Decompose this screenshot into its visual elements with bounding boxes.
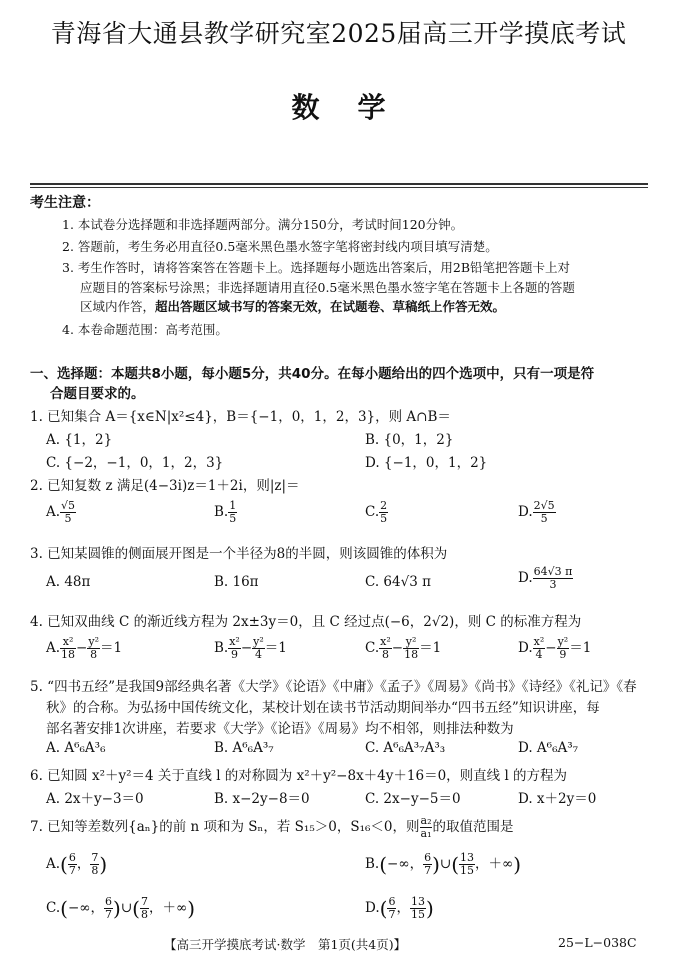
frac-numerator: 7 <box>91 851 99 864</box>
notice-item-4: 4. 本卷命题范围：高考范围。 <box>62 322 228 337</box>
question-6-stem: 6. 已知圆 x²＋y²＝4 关于直线 l 的对称圆为 x²＋y²−8x＋4y＋16＝0，则直线 l 的方程为 <box>30 768 568 784</box>
question-2-stem: 2. 已知复数 z 满足(4−3i)z＝1＋2i，则|z|＝ <box>30 478 300 494</box>
question-5-option-b: B. A⁶₆A³₇ <box>214 740 274 756</box>
question-4-option-d <box>518 636 591 661</box>
question-1-option-a: A. {1，2} <box>46 432 113 448</box>
paren-right: ) <box>113 896 121 921</box>
question-7-stem <box>30 815 513 840</box>
divider-line-thin <box>30 187 648 188</box>
question-2-option-a <box>46 500 76 525</box>
option-label: C. <box>46 900 61 916</box>
question-1-option-d: D. {−1，0，1，2} <box>365 455 488 471</box>
frac-denominator: 7 <box>105 908 113 921</box>
frac-numerator: x² <box>533 635 545 648</box>
question-2-option-d <box>518 500 556 525</box>
minus-sign: − <box>240 640 253 656</box>
comma: ， <box>76 856 91 872</box>
frac-denominator: 9 <box>231 648 239 661</box>
option-label: A. <box>46 504 61 520</box>
equals-one: ＝1 <box>419 640 442 656</box>
paren-left: ( <box>132 896 140 921</box>
paren-right: ) <box>99 852 108 877</box>
question-5-line-3: 部名著安排1次讲座，若要求《大学》《论语》《周易》均不相邻，则排法种数为 <box>46 721 514 737</box>
footer-code: 25−L−038C <box>558 935 637 950</box>
equals-one: ＝1 <box>99 640 123 656</box>
question-2-option-b <box>214 500 237 525</box>
frac-numerator: √5 <box>61 499 76 512</box>
question-7-option-c <box>46 896 195 921</box>
notice-item-1: 1. 本试卷分选择题和非选择题两部分。满分150分，考试时间120分钟。 <box>62 217 464 232</box>
frac-numerator: y² <box>253 635 264 648</box>
question-7-option-a <box>46 852 107 877</box>
question-2-option-c <box>365 500 388 525</box>
frac-numerator: x² <box>229 635 240 648</box>
question-5-option-c: C. A⁶₆A³₇A³₃ <box>365 740 446 756</box>
option-label: D. <box>518 640 533 656</box>
question-5-line-1: 5. “四书五经”是我国9部经典名著《大学》《论语》《中庸》《孟子》《周易》《尚书》《诗经》《礼记》《春 <box>30 679 637 695</box>
frac-denominator: 4 <box>254 648 262 661</box>
frac-numerator: a₂ <box>420 814 432 827</box>
option-label: A. <box>46 856 61 872</box>
frac-denominator: 8 <box>381 648 389 661</box>
frac-numerator: 1 <box>229 499 237 512</box>
question-3-stem: 3. 已知某圆锥的侧面展开图是一个半径为8的半圆，则该圆锥的体积为 <box>30 546 448 562</box>
question-4-option-a <box>46 636 122 661</box>
paren-left: ( <box>379 896 388 921</box>
question-3-option-d <box>518 566 573 591</box>
question-3-option-c: C. 64√3 π <box>365 574 431 590</box>
question-7-stem-end: 的取值范围是 <box>432 819 514 835</box>
notice-item-3: 3. 考生作答时，请将答案答在答题卡上。选择题每小题选出答案后，用2B铅笔把答题卡上对 <box>62 260 571 275</box>
question-7-option-b <box>365 852 521 877</box>
frac-denominator: 15 <box>410 908 425 921</box>
option-label: C. <box>365 504 380 520</box>
paren-right: ) <box>425 896 434 921</box>
interval-end: ，＋∞ <box>148 900 188 916</box>
comma: ， <box>396 900 410 916</box>
paren-right: ) <box>513 852 522 877</box>
question-1-stem: 1. 已知集合 A＝{x∈N|x²≤4}，B＝{−1，0，1，2，3}，则 A∩B＝ <box>30 409 451 425</box>
section-heading: 一、选择题：本题共8小题，每小题5分，共40分。在每小题给出的四个选项中，只有一项是符 <box>30 366 595 382</box>
question-1-option-c: C. {−2，−1，0，1，2，3} <box>46 455 224 471</box>
divider-line <box>30 183 648 185</box>
frac-denominator: 8 <box>90 648 98 661</box>
frac-denominator: 7 <box>388 908 396 921</box>
notice-item-3-end <box>80 297 505 315</box>
question-4-option-b <box>214 636 287 661</box>
notice-item-2: 2. 答题前，考生务必用直径0.5毫米黑色墨水签字笔将密封线内项目填写清楚。 <box>62 239 498 254</box>
notice-item-3-end-text: 区域内作答， <box>80 299 156 314</box>
question-3-option-b: B. 16π <box>214 574 259 590</box>
frac-denominator: 5 <box>540 512 548 525</box>
frac-numerator: 6 <box>105 895 113 908</box>
question-6-option-b: B. x−2y−8＝0 <box>214 791 310 807</box>
frac-numerator: 13 <box>410 895 425 908</box>
option-label: A. <box>46 640 61 656</box>
option-label: C. <box>365 640 380 656</box>
frac-numerator: 2 <box>380 499 388 512</box>
frac-denominator: 5 <box>64 512 72 525</box>
frac-numerator: 7 <box>140 895 148 908</box>
option-label: B. <box>214 640 229 656</box>
question-6-option-c: C. 2x−y−5＝0 <box>365 791 461 807</box>
frac-denominator: 3 <box>549 578 557 591</box>
question-6-option-a: A. 2x＋y−3＝0 <box>46 791 144 807</box>
frac-denominator: 4 <box>535 648 543 661</box>
option-label: D. <box>365 900 380 916</box>
frac-numerator: 2√5 <box>533 499 555 512</box>
minus-sign: − <box>545 640 557 656</box>
interval-end: ，＋∞ <box>475 856 514 872</box>
subject-title: 数学 <box>291 91 424 124</box>
equals-one: ＝1 <box>569 640 592 656</box>
frac-denominator: 18 <box>404 648 419 661</box>
exam-title: 青海省大通县教学研究室2025届高三开学摸底考试 <box>50 19 627 48</box>
option-label: B. <box>214 504 229 520</box>
frac-denominator: 7 <box>424 864 432 877</box>
question-4-option-c <box>365 636 441 661</box>
frac-numerator: y² <box>403 636 419 649</box>
question-5-option-a: A. A⁶₆A³₆ <box>46 740 106 756</box>
option-label: D. <box>518 570 533 586</box>
minus-sign: − <box>76 640 88 656</box>
notice-heading: 考生注意： <box>30 195 100 211</box>
frac-numerator: x² <box>380 635 391 648</box>
interval-start: −∞， <box>387 856 424 872</box>
frac-numerator: 64√3 π <box>533 565 573 578</box>
notice-emphasis: 超出答题区域书写的答案无效，在试题卷、草稿纸上作答无效。 <box>155 299 506 314</box>
question-5-line-2: 秋》的合称。为弘扬中国传统文化，某校计划在读书节活动期间举办“四书五经”知识讲座，每 <box>46 700 600 716</box>
frac-denominator: 8 <box>140 908 148 921</box>
paren-left: ( <box>60 896 68 921</box>
union-symbol: ∪ <box>120 900 133 916</box>
paren-right: ) <box>432 852 440 877</box>
frac-denominator: 15 <box>460 864 475 877</box>
paren-left: ( <box>379 852 388 877</box>
footer-page-info: 【高三开学摸底考试·数学 第1页(共4页)】 <box>164 937 407 952</box>
section-heading-cont: 合题目要求的。 <box>50 386 145 402</box>
frac-denominator: 7 <box>68 864 76 877</box>
question-7-stem-text: 7. 已知等差数列{aₙ}的前 n 项和为 Sₙ，若 S₁₅＞0，S₁₆＜0，则 <box>30 819 420 835</box>
frac-denominator: 8 <box>91 864 99 877</box>
frac-numerator: 6 <box>68 851 76 864</box>
frac-numerator: x² <box>60 636 76 649</box>
frac-numerator: 6 <box>424 851 432 864</box>
option-label: B. <box>365 856 380 872</box>
question-7-option-d <box>365 896 434 921</box>
question-5-option-d: D. A⁶₆A³₇ <box>518 740 579 756</box>
notice-item-3-cont: 应题目的答案标号涂黑；非选择题请用直径0.5毫米黑色墨水签字笔在答题卡上各题的答题 <box>80 280 575 295</box>
frac-denominator: a₁ <box>420 827 432 840</box>
paren-left: ( <box>60 852 68 877</box>
frac-denominator: 5 <box>229 512 237 525</box>
frac-denominator: 5 <box>380 512 388 525</box>
frac-numerator: 6 <box>388 895 396 908</box>
minus-sign: − <box>391 640 404 656</box>
question-4-stem: 4. 已知双曲线 C 的渐近线方程为 2x±3y＝0，且 C 经过点(−6，2√2)，则 C 的标准方程为 <box>30 614 582 630</box>
paren-left: ( <box>451 852 460 877</box>
question-6-option-d: D. x＋2y＝0 <box>518 791 597 807</box>
frac-denominator: 9 <box>559 648 567 661</box>
option-label: D. <box>518 504 533 520</box>
frac-numerator: 13 <box>460 851 475 864</box>
frac-numerator: y² <box>557 635 569 648</box>
interval-start: −∞， <box>67 900 105 916</box>
paren-right: ) <box>187 896 196 921</box>
question-3-option-a: A. 48π <box>46 574 91 590</box>
frac-denominator: 18 <box>61 648 76 661</box>
equals-one: ＝1 <box>264 640 287 656</box>
union-symbol: ∪ <box>439 856 452 872</box>
question-1-option-b: B. {0，1，2} <box>365 432 454 448</box>
frac-numerator: y² <box>88 635 99 648</box>
